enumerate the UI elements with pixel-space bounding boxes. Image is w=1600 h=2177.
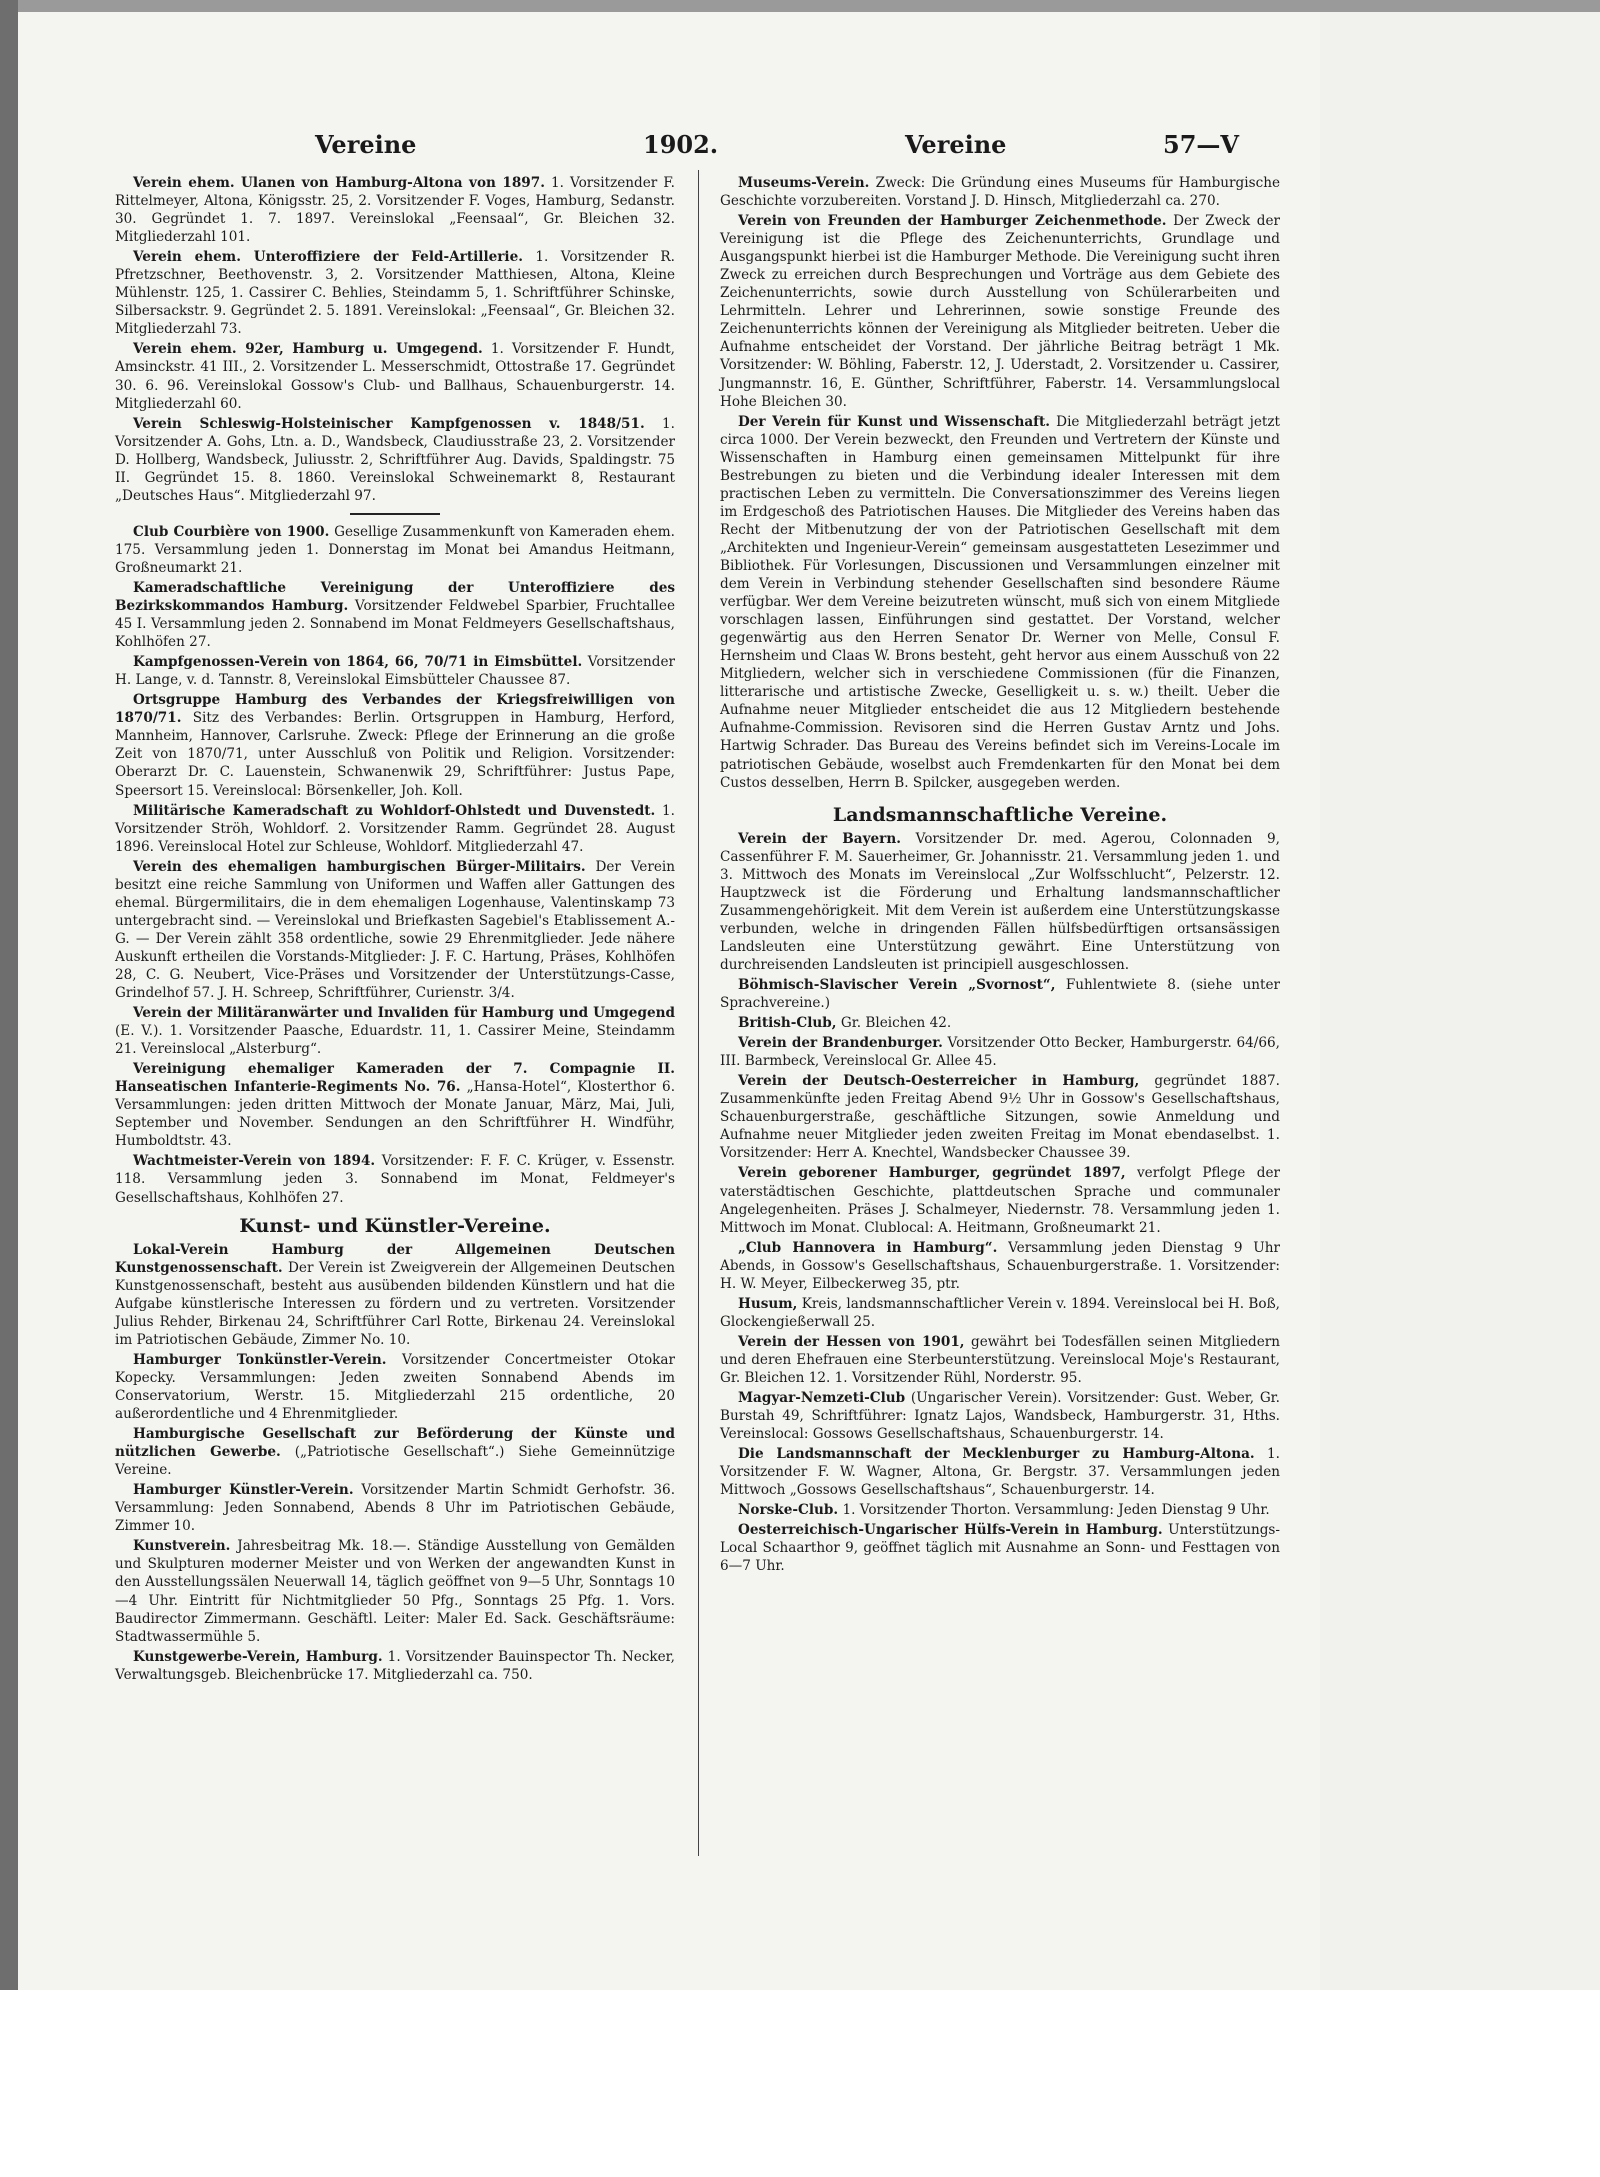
directory-entry [115,174,675,246]
entry-title: Verein der Brandenburger. [738,1035,943,1052]
header-right-title: Vereine [905,130,1007,159]
directory-entry [720,1501,1280,1519]
entry-body: verfolgt Pflege der vaterstädtischen Geschichte, plattdeutschen Sprache und communaler Angelegenheiten. Präses J. Schalmeyer, Niedernstr. 78. Versammlung jeden 1. Mittwoch im Monat. Clublocal: A. Heitmann, Großneumarkt 21. [720,1165,1281,1236]
entry-body: Jahresbeitrag Mk. 18.—. Ständige Ausstellung von Gemälden und Skulpturen moderner Meister und von Werken der angewandten Kunst in den Ausstellungssälen Neuerwall 14, täglich geöffnet von 9—5 Uhr, Sonntags 10—4 Uhr. Eintritt für Nichtmitglieder 50 Pfg., Sonntags 25 Pfg. 1. Vors. Baudirector Zimmermann. Geschäftl. Leiter: Maler Ed. Sack. Geschäftsräume: Stadtwassermühle 5. [115,1538,675,1645]
directory-entry [115,415,675,505]
entry-body: Zweck: Die Gründung eines Museums für Hamburgische Geschichte vorzubereiten. Vorstand J. D. Hinsch, Mitgliederzahl ca. 270. [720,175,1280,210]
entry-title: British-Club, [738,1015,837,1032]
directory-entry [115,1481,675,1535]
entry-title: Husum, [738,1295,798,1312]
entry-title: Verein ehem. Ulanen von Hamburg-Altona von 1897. [133,175,545,191]
entry-body: Unterstützungs-Local Schaarthor 9, geöffnet täglich mit Ausnahme an Sonn- und Festtagen von 6—7 Uhr. [720,1522,1280,1575]
entry-title: Kampfgenossen-Verein von 1864, 66, 70/71 in Eimsbüttel. [133,654,583,671]
entry-title: Verein von Freunden der Hamburger Zeichenmethode. [738,213,1167,230]
entry-title: Museums-Verein. [738,175,870,191]
entry-title: Norske-Club. [738,1502,839,1519]
entry-title: Der Verein für Kunst und Wissenschaft. [738,413,1051,430]
directory-entry [115,653,675,689]
directory-entry [115,1648,675,1684]
entry-body: (Ungarischer Verein). Vorsitzender: Gust. Weber, Gr. Burstah 49, Schriftführer: Ignatz Lajos, Wandsbeck, Hamburgerstr. 31, Hths. Vereinslocal: Gossows Gesellschaftshaus, Schauenburgerstr. 14. [720,1390,1281,1443]
directory-entry [720,1389,1280,1443]
right-entries-group-1 [720,174,1280,792]
entry-title: Hamburger Tonkünstler-Verein. [133,1351,387,1368]
entry-title: Kunstgewerbe-Verein, Hamburg. [133,1648,383,1665]
entry-title: Verein Schleswig-Holsteinischer Kampfgenossen v. 1848/51. [133,415,645,432]
directory-entry [720,1239,1280,1293]
entry-body: „Hansa-Hotel“, Klosterthor 6. Versammlungen: jeden dritten Mittwoch der Monate Januar, März, Mai, Juli, September und November. Sendungen an den Schriftführer H. Windführ, Humboldtstr. 43. [115,1079,676,1150]
entry-title: Böhmisch-Slavischer Verein „Svornost“, [738,977,1056,994]
directory-entry [720,1445,1280,1499]
directory-entry [720,1014,1280,1032]
entry-body: 1. Vorsitzender F. Hundt, Amsinckstr. 41 III., 2. Vorsitzender L. Messerschmidt, Ottostraße 17. Gegründet 30. 6. 96. Vereinslokal Gossow's Club- und Ballhaus, Schauenburgerstr. 14. Mitgliederzahl 60. [115,341,675,412]
left-entries-group-2 [115,523,675,1207]
entry-title: Lokal-Verein Hamburg der Allgemeinen Deutschen Kunstgenossenschaft. [115,1241,675,1276]
entry-body: Vorsitzender: F. F. C. Krüger, v. Essenstr. 118. Versammlung jeden 3. Sonnabend im Monat, Feldmeyer's Gesellschaftshaus, Kohlhöfen 27. [115,1153,675,1206]
directory-entry [720,830,1280,974]
separator-rule [350,513,440,515]
entry-title: Verein der Militäranwärter und Invaliden für Hamburg und Umgegend [133,1005,675,1022]
entry-body: Kreis, landsmannschaftlicher Verein v. 1894. Vereinslocal bei H. Boß, Glockengießerwall 25. [720,1295,1280,1330]
entry-body: (E. V.). 1. Vorsitzender Paasche, Eduardstr. 11, 1. Cassirer Meine, Steindamm 21. Vereinslocal „Alsterburg“. [115,1023,675,1058]
entry-body: Vorsitzender Dr. med. Agerou, Colonnaden 9, Cassenführer F. M. Sauerheimer, Gr. Johannisstr. 21. Versammlung jeden 1. und 3. Mittwoch des Monats im Vereinslocal „Zur Wolfsschlucht“, Pelzerstr. 12. Hauptzweck ist die Förderung und Erhaltung landsmannschaftlicher Zusammengehörigkeit. Mit dem Verein ist außerdem eine Unterstützungskasse verbunden, welche in dringenden Fällen hülfsbedürftigen ortsansässigen Landsleuten eine Unterstützung gewährt. Eine Unterstützung von durchreisenden Landsleuten ist principiell ausgeschlossen. [720,830,1280,973]
entry-title: Verein ehem. Unteroffiziere der Feld-Artillerie. [133,249,523,266]
entry-body: 1. Vorsitzender F. Rittelmeyer, Altona, Königsstr. 25, 2. Vorsitzender F. Voges, Hamburg, Sedanstr. 30. Gegründet 1. 7. 1897. Vereinslokal „Feensaal“, Gr. Bleichen 32. Mitgliederzahl 101. [115,175,675,246]
entry-body: 1. Vorsitzender Ströh, Wohldorf. 2. Vorsitzender Ramm. Gegründet 28. August 1896. Vereinslocal Hotel zur Schleuse, Wohldorf. Mitgliederzahl 47. [115,802,676,855]
entry-body: 1. Vorsitzender A. Gohs, Ltn. a. D., Wandsbeck, Claudiusstraße 23, 2. Vorsitzender D. Hollberg, Wandsbeck, Juliusstr. 2, Schriftführer Aug. Davids, Spaldingstr. 75 II. Gegründet 15. 8. 1860. Vereinslokal Schweinemarkt 8, Restaurant „Deutsches Haus“. Mitgliederzahl 97. [115,415,675,504]
entry-title: Militärische Kameradschaft zu Wohldorf-Ohlstedt und Duvenstedt. [133,802,656,819]
entry-body: Die Mitgliederzahl beträgt jetzt circa 1000. Der Verein bezweckt, den Freunden und Vertretern der Künste und Wissenschaften in Hamburg einen gemeinsamen Mittelpunkt für ihre Bestrebungen zu bieten und die Verbindung idealer Interessen mit dem practischen Leben zu vermitteln. Die Conversationszimmer des Vereins liegen im Erdgeschoß des Patriotischen Hauses. Die Mitglieder des Vereins haben das Recht der Mitbenutzung der von der Patriotischen Gesellschaft mit dem „Architekten und Ingenieur-Verein“ gemeinsam ausgestatteten Lesezimmer und Bibliothek. Für Vorlesungen, Discussionen und Versammlungen einzelner mit dem Verein in Verbindung stehender Gesellschaften sind besondere Räume verfügbar. Wer dem Vereine beizutreten wünscht, muß sich von einem Mitgliede vorschlagen lassen, Einführungen sind gestattet. Der Vorstand, welcher gegenwärtig aus den Herren Senator Dr. Werner von Melle, Consul F. Hernsheim und Claas W. Brons besteht, geht hervor aus einem Ausschuß von 22 Mitgliedern, welcher sich in verschiedene Commissionen (für die Finanzen, litterarische und artistische Zwecke, Geselligkeit u. s. w.) theilt. Ueber die Aufnahme neuer Mitglieder entscheidet die aus 12 Mitgliedern bestehende Aufnahme-Commission. Revisoren sind die Herren Gustav Arntz und Johs. Hartwig Schrader. Das Bureau des Vereins befindet sich im Vereins-Locale im patriotischen Gebäude, woselbst auch Fremdenkarten für den Monat bei dem Custos desselben, Herrn B. Spilcker, ausgegeben werden. [720,413,1280,791]
entry-title: Die Landsmannschaft der Mecklenburger zu Hamburg-Altona. [738,1446,1255,1463]
entry-title: Club Courbière von 1900. [133,523,330,540]
directory-entry [115,340,675,412]
right-column [720,174,1280,1578]
directory-entry [720,212,1280,411]
entry-body: gewährt bei Todesfällen seinen Mitgliedern und deren Ehefrauen eine Sterbeunterstützung. Vereinslocal Moje's Restaurant, Gr. Bleichen 12. 1. Vorsitzender Rühl, Norderstr. 95. [720,1333,1280,1386]
entry-body: Vorsitzender Martin Schmidt Gerhofstr. 36. Versammlung: Jeden Sonnabend, Abends 8 Uhr im Patriotischen Gebäude, Zimmer 10. [115,1482,676,1535]
left-column [115,174,675,1686]
directory-entry [115,579,675,651]
entry-body: Fuhlentwiete 8. (siehe unter Sprachvereine.) [720,977,1280,1012]
directory-entry [115,691,675,799]
directory-entry [720,976,1280,1012]
directory-entry [115,1241,675,1349]
header-page-number: 57—V [1163,130,1240,159]
entry-title: Ortsgruppe Hamburg des Verbandes der Kriegsfreiwilligen von 1870/71. [115,692,675,727]
directory-entry [115,1537,675,1645]
right-entries-group-2 [720,830,1280,1576]
directory-entry [720,1034,1280,1070]
directory-entry [720,1521,1280,1575]
entry-body: Gr. Bleichen 42. [840,1015,952,1032]
entry-body: 1. Vorsitzender Bauinspector Th. Necker, Verwaltungsgeb. Bleichenbrücke 17. Mitgliederzahl ca. 750. [115,1648,675,1683]
entry-title: Magyar-Nemzeti-Club [738,1390,906,1407]
header-year: 1902. [643,130,719,159]
entry-title: „Club Hannovera in Hamburg“. [738,1239,998,1256]
entry-body: 1. Vorsitzender F. W. Wagner, Altona, Gr. Bergstr. 37. Versammlungen jeden Mittwoch „Gossows Gesellschaftshaus“, Schauenburgerstr. 14. [720,1446,1280,1499]
running-header [115,130,1285,164]
left-entries-group-1 [115,174,675,505]
entry-title: Oesterreichisch-Ungarischer Hülfs-Verein in Hamburg. [738,1522,1163,1539]
entry-title: Verein der Deutsch-Oesterreicher in Hamburg, [738,1073,1140,1090]
entry-body: Vorsitzender H. Lange, v. d. Tannstr. 8, Vereinslokal Eimsbütteler Chaussee 87. [115,654,675,689]
scan-bottom-blank [0,1990,1600,2177]
entry-title: Verein geborener Hamburger, gegründet 1897, [738,1165,1126,1182]
directory-entry [115,1152,675,1206]
directory-entry [115,1004,675,1058]
page-margin-shade [1320,12,1600,1990]
entry-body: Der Verein ist Zweigverein der Allgemeinen Deutschen Kunstgenossenschaft, besteht aus ausübenden bildenden Künstlern und hat die Aufgabe künstlerische Interessen zu fördern und zu vertreten. Vorsitzender Julius Rehder, Birkenau 24, Schriftführer Carl Rotte, Birkenau 24. Vereinslokal im Patriotischen Gebäude, Zimmer No. 10. [115,1259,675,1348]
section-title-kunst: Kunst- und Künstler-Vereine. [239,1214,551,1237]
directory-entry [720,1164,1280,1236]
entry-body: Versammlung jeden Dienstag 9 Uhr Abends, in Gossow's Gesellschaftshaus, Schauenburgerstraße. 1. Vorsitzender: H. W. Meyer, Eilbeckerweg 35, ptr. [720,1239,1280,1292]
directory-entry [720,1295,1280,1331]
entry-title: Verein der Bayern. [738,830,901,847]
directory-entry [720,1333,1280,1387]
header-left-title: Vereine [315,130,417,159]
section-title-landsmannschaft: Landsmannschaftliche Vereine. [832,803,1168,826]
entry-title: Vereinigung ehemaliger Kameraden der 7. Compagnie II. Hanseatischen Infanterie-Regiments No. 76. [115,1061,675,1096]
entry-title: Kameradschaftliche Vereinigung der Unteroffiziere des Bezirkskommandos Hamburg. [115,579,675,615]
directory-entry [115,1060,675,1150]
directory-entry [115,1351,675,1423]
entry-body: Vorsitzender Feldwebel Sparbier, Fruchtallee 45 I. Versammlung jeden 2. Sonnabend im Monat Feldmeyers Gesellschaftshaus, Kohlhöfen 27. [115,598,675,651]
directory-entry [720,1072,1280,1162]
entry-body: Sitz des Verbandes: Berlin. Ortsgruppen in Hamburg, Herford, Mannheim, Hannover, Carlsruhe. Zweck: Pflege der Erinnerung an die große Zeit von 1870/71, unter Ausschluß von Politik und Religion. Vorsitzender: Oberarzt Dr. C. Lauenstein, Schwanenwik 29, Schriftführer: Justus Pape, Speersort 15. Vereinslocal: Börsenkeller, Joh. Koll. [115,710,675,799]
entry-body: 1. Vorsitzender R. Pfretzschner, Beethovenstr. 3, 2. Vorsitzender Matthiesen, Altona, Kleine Mühlenstr. 125, 1. Cassirer C. Behlies, Steindamm 5, 1. Schriftführer Schinske, Silbersackstr. 9. Gegründet 2. 5. 1891. Vereinslokal: „Feensaal“, Gr. Bleichen 32. Mitgliederzahl 73. [115,249,675,338]
directory-entry [115,802,675,856]
scan-border-left [0,0,18,1990]
column-divider [698,170,699,1856]
entry-body: Vorsitzender Concertmeister Otokar Kopecky. Versammlungen: Jeden zweiten Sonnabend Abends im Conservatorium, Werstr. 15. Mitgliederzahl 215 ordentliche, 20 außerordentliche und 4 Ehrenmitglieder. [115,1351,675,1423]
entry-title: Wachtmeister-Verein von 1894. [133,1153,376,1170]
entry-body: Der Verein besitzt eine reiche Sammlung von Uniformen und Waffen aller Gattungen des ehemal. Bürgermilitairs, die in dem ehemaligen Logenhause, Valentinskamp 73 untergebracht sind. — Vereinslokal und Briefkasten Sagebiel's Etablissement A.-G. — Der Verein zählt 358 ordentliche, sowie 29 Ehrenmitglieder. Jede nähere Auskunft ertheilen die Vorstands-Mitglieder: J. F. C. Hartung, Präses, Kohlhöfen 28, C. G. Neubert, Vice-Präses und Vorsitzender der Unterstützungs-Casse, Grindelhof 57. J. H. Schreep, Schriftführer, Curienstr. 3/4. [115,858,675,1002]
directory-entry [115,1425,675,1479]
entry-title: Verein des ehemaligen hamburgischen Bürger-Militairs. [133,858,586,875]
entry-body: gegründet 1887. Zusammenkünfte jeden Freitag Abend 9½ Uhr in Gossow's Gesellschaftshaus, Schauenburgerstraße, geschäftliche Sitzungen, sowie Anmeldung und Aufnahme neuer Mitglieder jeden zweiten Freitag im Monat ebendaselbst. 1. Vorsitzender: Herr A. Knechtel, Wandsbecker Chaussee 39. [720,1073,1280,1162]
entry-title: Verein der Hessen von 1901, [738,1333,965,1350]
entry-body: Der Zweck der Vereinigung ist die Pflege des Zeichenunterrichts, Grundlage und Ausgangspunkt hierbei ist die Hamburger Methode. Die Vereinigung sucht ihren Zweck zu erreichen durch Besprechungen und Vorträge aus dem Gebiete des Zeichenunterrichts, sowie durch Ausstellung von Schülerarbeiten und Lehrmitteln. Lehrer und Lehrerinnen, sowie sonstige Freunde des Zeichenunterrichts können der Vereinigung als Mitglieder beitreten. Ueber die Aufnahme entscheidet der Vorstand. Der jährliche Beitrag beträgt 1 Mk. Vorsitzender: W. Böhling, Faberstr. 12, J. Uderstadt, 2. Vorsitzender u. Cassirer, Jungmannstr. 16, E. Günther, Schriftführer, Faberstr. 14. Versammlungslocal Hohe Bleichen 30. [720,213,1281,410]
entry-title: Hamburgische Gesellschaft zur Beförderung der Künste und nützlichen Gewerbe. [115,1426,675,1461]
directory-entry [115,523,675,577]
entry-title: Kunstverein. [133,1538,231,1555]
scan-border-top [0,0,1600,12]
entry-body: („Patriotische Gesellschaft“.) Siehe Gemeinnützige Vereine. [115,1444,676,1479]
directory-entry [720,174,1280,210]
directory-entry [115,858,675,1002]
directory-entry [720,413,1280,792]
entry-title: Hamburger Künstler-Verein. [133,1482,354,1499]
left-entries-group-3 [115,1241,675,1684]
entry-body: Vorsitzender Otto Becker, Hamburgerstr. 64/66, III. Barmbeck, Vereinslocal Gr. Allee 45. [720,1035,1280,1070]
entry-body: 1. Vorsitzender Thorton. Versammlung: Jeden Dienstag 9 Uhr. [842,1502,1270,1519]
entry-title: Verein ehem. 92er, Hamburg u. Umgegend. [133,341,483,358]
entry-body: Gesellige Zusammenkunft von Kameraden ehem. 175. Versammlung jeden 1. Donnerstag im Monat bei Amandus Heitmann, Großneumarkt 21. [115,523,676,576]
directory-entry [115,248,675,338]
